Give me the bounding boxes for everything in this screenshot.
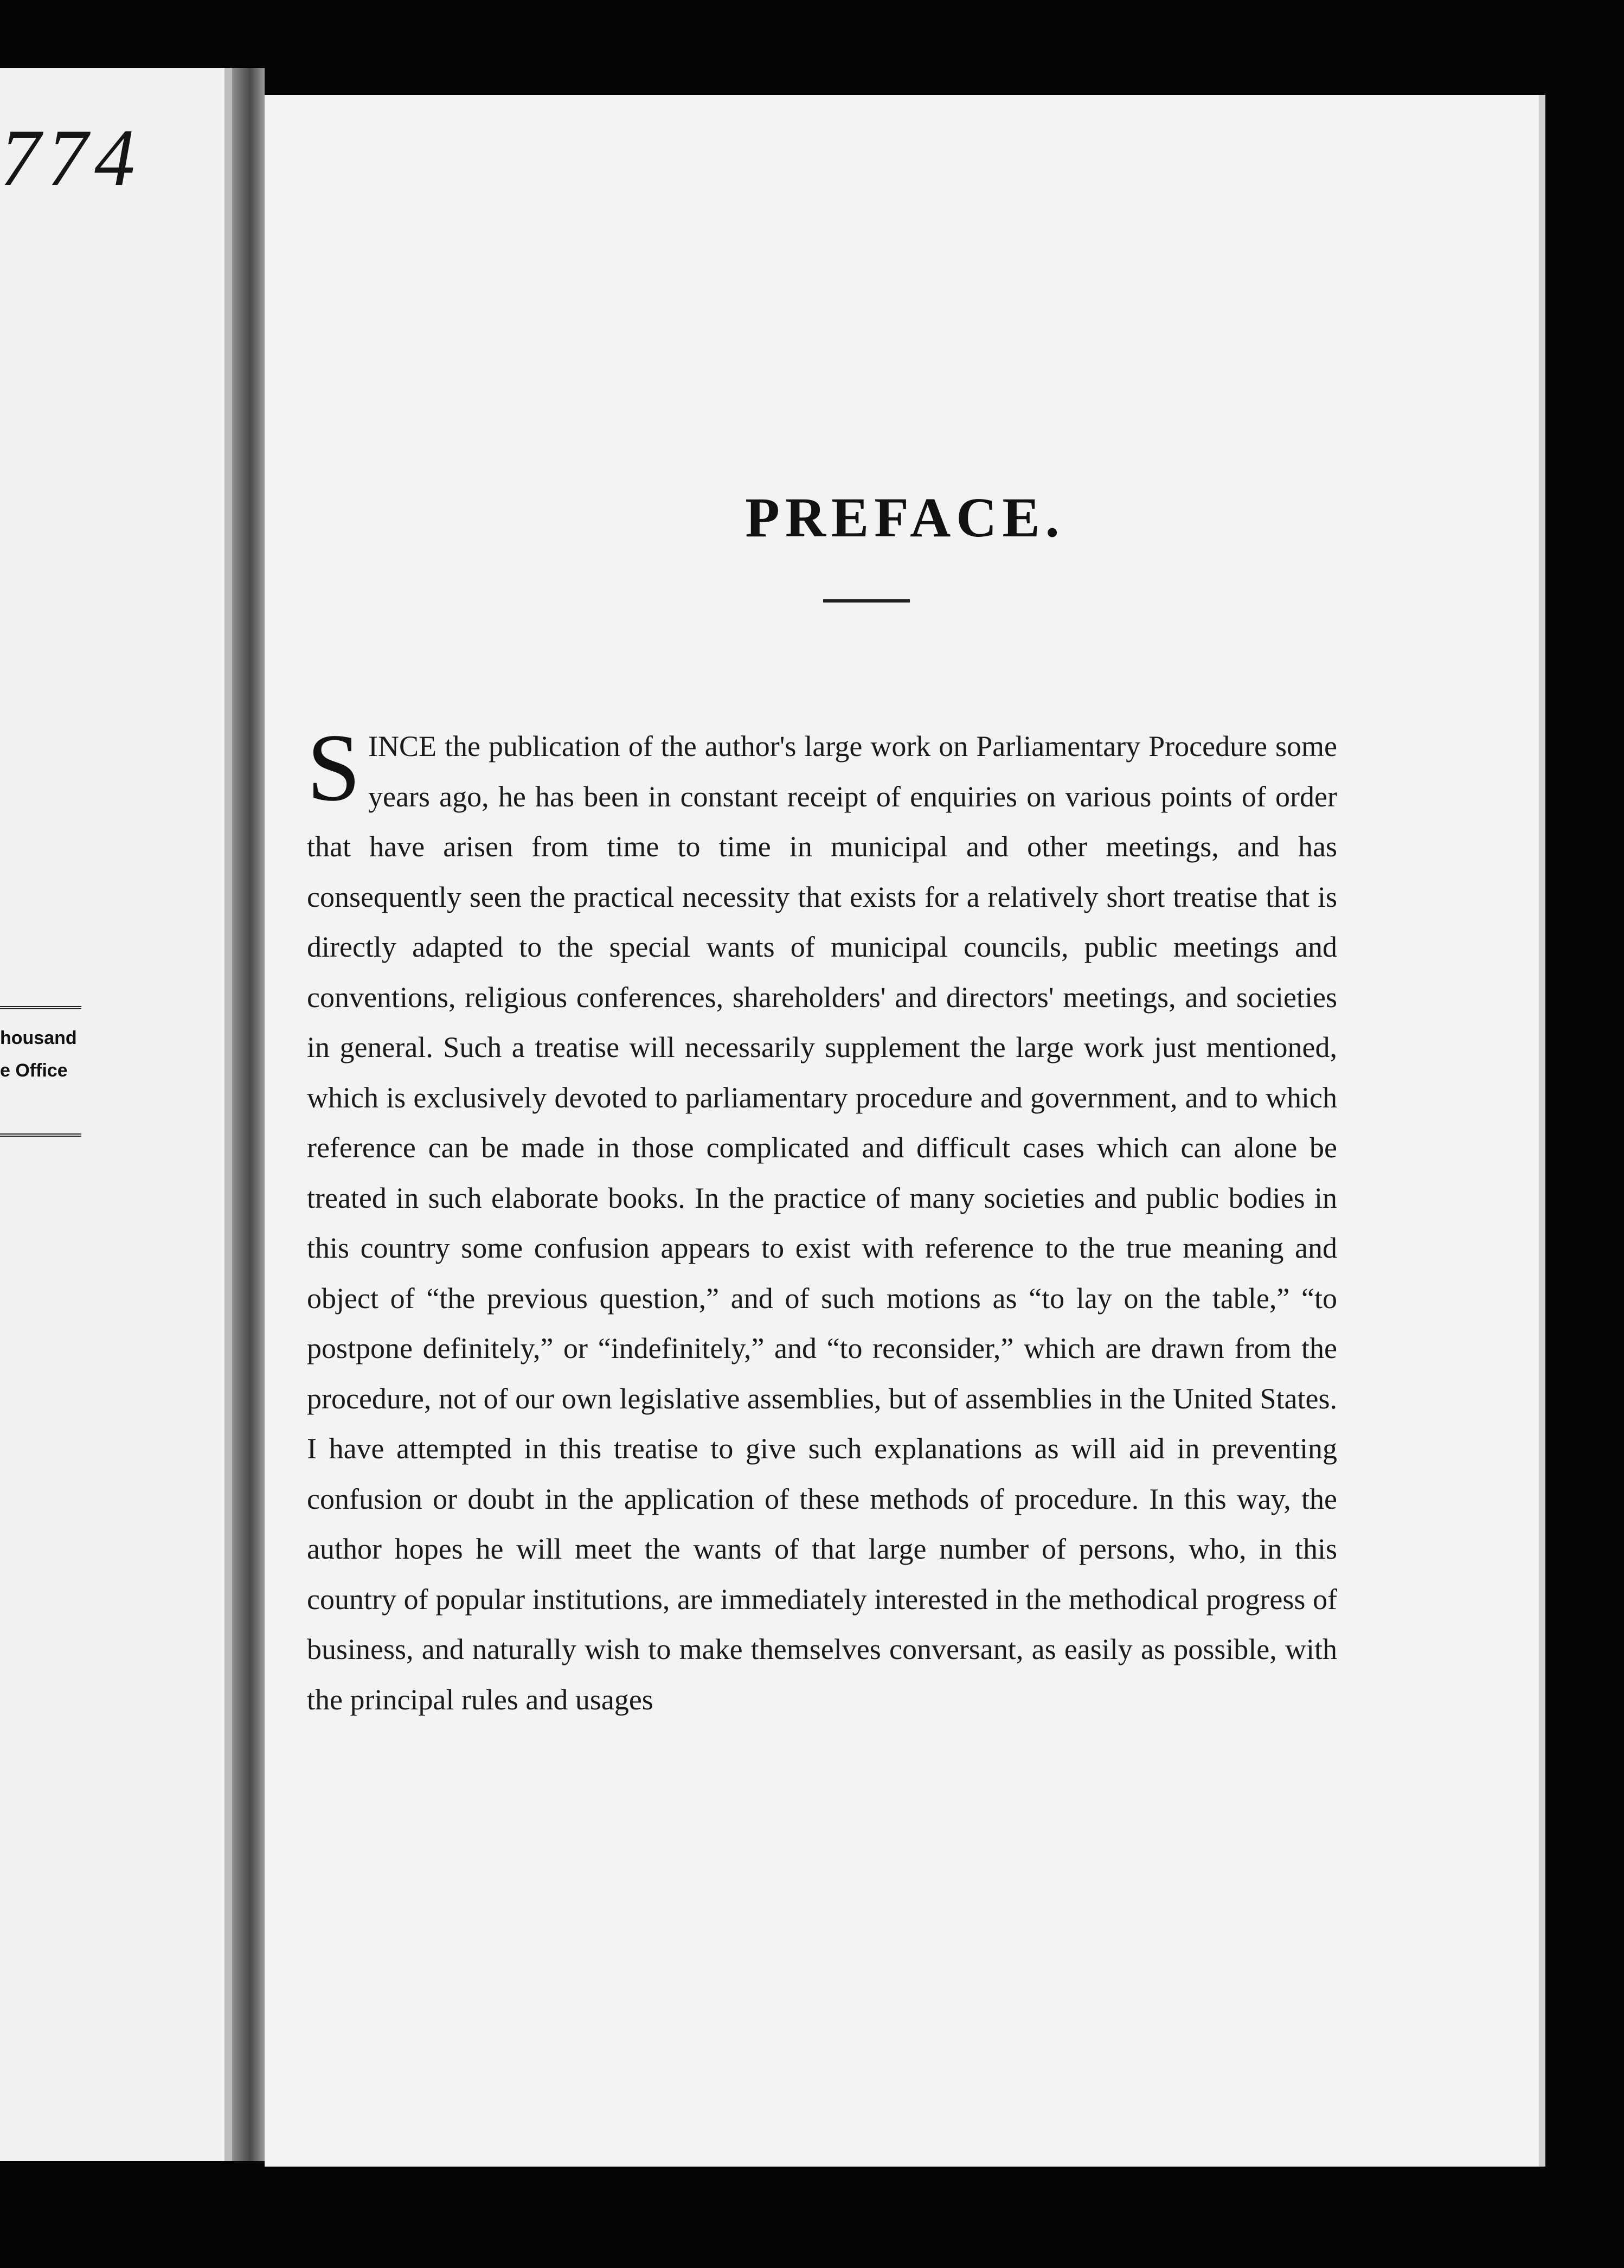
left-page: [0, 68, 232, 2161]
double-rule-bottom: [0, 1133, 81, 1137]
preface-body-text: INCE the publication of the author's large work on Parliamentary Procedure some years ago, he has been in constant receipt of enquiries on various points of order that have arisen from time to time in municipal and other meetings, and has consequently seen the practical necessity that exists for a relatively short treatise that is directly adapted to the special wants of municipal councils, public meetings and conventions, religious conferences, shareholders' and directors' meetings, and societies in general. Such a treatise will necessarily supplement the large work just mentioned, which is exclusively devoted to parliamentary procedure and government, and to which reference can be made in those complicated and difficult cases which can alone be treated in such elaborate books. In the practice of many societies and public bodies in this country some confusion appears to exist with reference to the true meaning and object of “the previous question,” and of such motions as “to lay on the table,” “to postpone definitely,” or “indefinitely,” and “to reconsider,” which are drawn from the procedure, not of our own legislative assemblies, but of assemblies in the United States. I have attempted in this treatise to give such explanations as will aid in preventing confusion or doubt in the application of these methods of procedure. In this way, the author hopes he will meet the wants of that large number of persons, who, in this country of popular institutions, are immediately interested in the methodical progress of business, and naturally wish to make themselves conversant, as easily as possible, with the principal rules and usages: [307, 730, 1337, 1716]
page-number: 774: [0, 113, 142, 203]
title-rule: [823, 599, 910, 603]
left-text-fragment-2: e Office: [0, 1060, 68, 1081]
preface-body: [307, 714, 1337, 1725]
page-title: PREFACE.: [745, 486, 1065, 549]
book-gutter: [232, 68, 265, 2161]
right-page: [265, 95, 1545, 2167]
left-text-fragment-1: housand: [0, 1028, 77, 1048]
double-rule-top: [0, 1006, 81, 1009]
page-edge: [224, 68, 232, 2161]
page-edge: [1539, 95, 1545, 2167]
drop-cap: S: [307, 714, 361, 821]
